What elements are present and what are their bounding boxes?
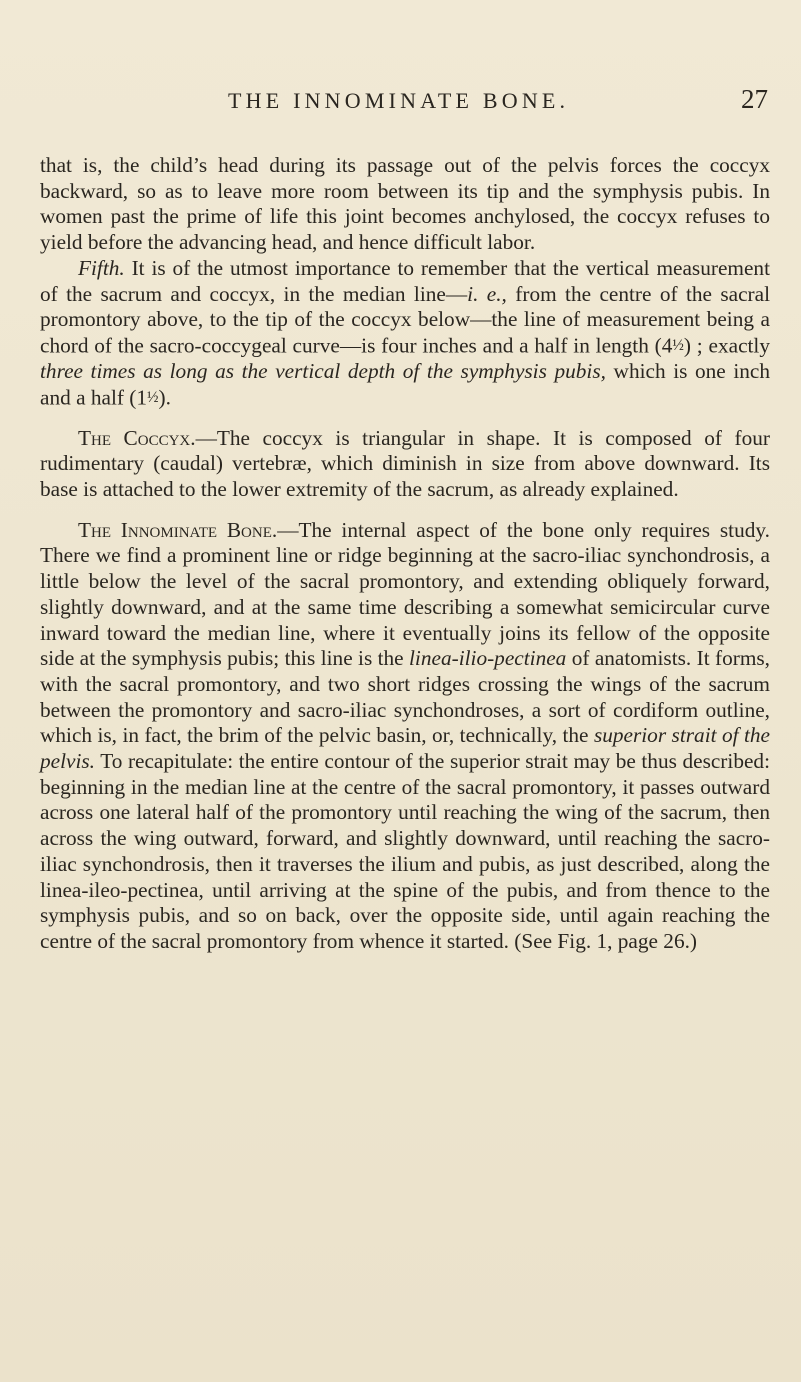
fraction-half: ½	[672, 336, 684, 354]
paragraph-fifth	[40, 256, 770, 411]
fraction-half: ½	[147, 388, 159, 406]
fifth-ie: i. e.,	[467, 281, 507, 306]
innominate-text-3: To recapitulate: the entire contour of the superior strait may be thus described: beginning in the median line at the centre of the sacral promontory, it passes outward across one lateral half of the promontory until reaching the wing of the sacrum, then across the wing outward, forward, and slightly downward, until reaching the sacro-iliac synchondrosis, then it traverses the ilium and pubis, as just described, along the linea-ileo-pectinea, until arriving at the spine of the pubis, and from thence to the symphysis pubis, and so on back, over the opposite side, until again reaching the centre of the sacral promontory from whence it started. (See Fig. 1, page 26.)	[40, 749, 770, 953]
fifth-text-3: ) ; exactly	[683, 333, 770, 358]
innominate-text-2: of anatomists. It forms, with the sacral promontory, and two short ridges crossing the wings of the sacrum between the promontory and sacro-iliac synchondroses, a sort of cordiform outline, which is, in fact, the brim of the pelvic basin, or, technically, the	[40, 646, 771, 748]
innominate-text-1: —The internal aspect of the bone only requires study. There we find a prominent line or ridge beginning at the sacro-iliac synchondrosis, a little below the level of the sacral promontory, and extending obliquely forward, slightly downward, and at the same time describing a somewhat semicircular curve inward toward the median line, where it eventually joins its fellow of the opposite side at the symphysis pubis; this line is the	[40, 517, 770, 671]
term-superior-strait: superior strait of the pelvis.	[40, 723, 770, 774]
paragraph-text: that is, the child’s head during its passage out of the pelvis forces the coccyx backward, so as to leave more room between its tip and the symphysis pubis. In women past the prime of life this joint becomes anchylosed, the coccyx refuses to yield before the advancing head, and hence difficult labor.	[40, 153, 770, 255]
innominate-heading: The Innominate Bone.	[78, 517, 278, 542]
running-head	[228, 84, 768, 118]
fifth-emphasis: three times as long as the vertical depth of the symphysis pubis,	[40, 358, 606, 383]
term-linea-ilio-pectinea: linea-ilio-pectinea	[409, 646, 567, 671]
fifth-text-5: ).	[158, 384, 171, 409]
coccyx-heading: The Coccyx.	[78, 425, 196, 450]
running-head-title: THE INNOMINATE BONE.	[228, 88, 570, 113]
fifth-text-1: It is of the utmost importance to remember that the vertical measurement of the sacrum and coccyx, in the median line—	[40, 255, 770, 306]
fifth-text-2: from the centre of the sacral promontory above, to the tip of the coccyx below—the line of measurement being a chord of the sacro-coccygeal curve—is four inches and a half in length (4	[40, 281, 770, 358]
paragraph-innominate-bone	[40, 518, 770, 955]
page-number: 27	[741, 84, 768, 114]
body-text	[40, 153, 770, 955]
fifth-lead: Fifth.	[78, 255, 125, 280]
paragraph-continuation	[40, 153, 770, 256]
paragraph-coccyx	[40, 426, 770, 503]
coccyx-text: —The coccyx is triangular in shape. It is composed of four rudimentary (caudal) vertebræ, which diminish in size from above downward. Its base is attached to the lower extremity of the sacrum, as already explained.	[40, 425, 770, 502]
fifth-text-4: which is one inch and a half (1	[40, 358, 770, 409]
